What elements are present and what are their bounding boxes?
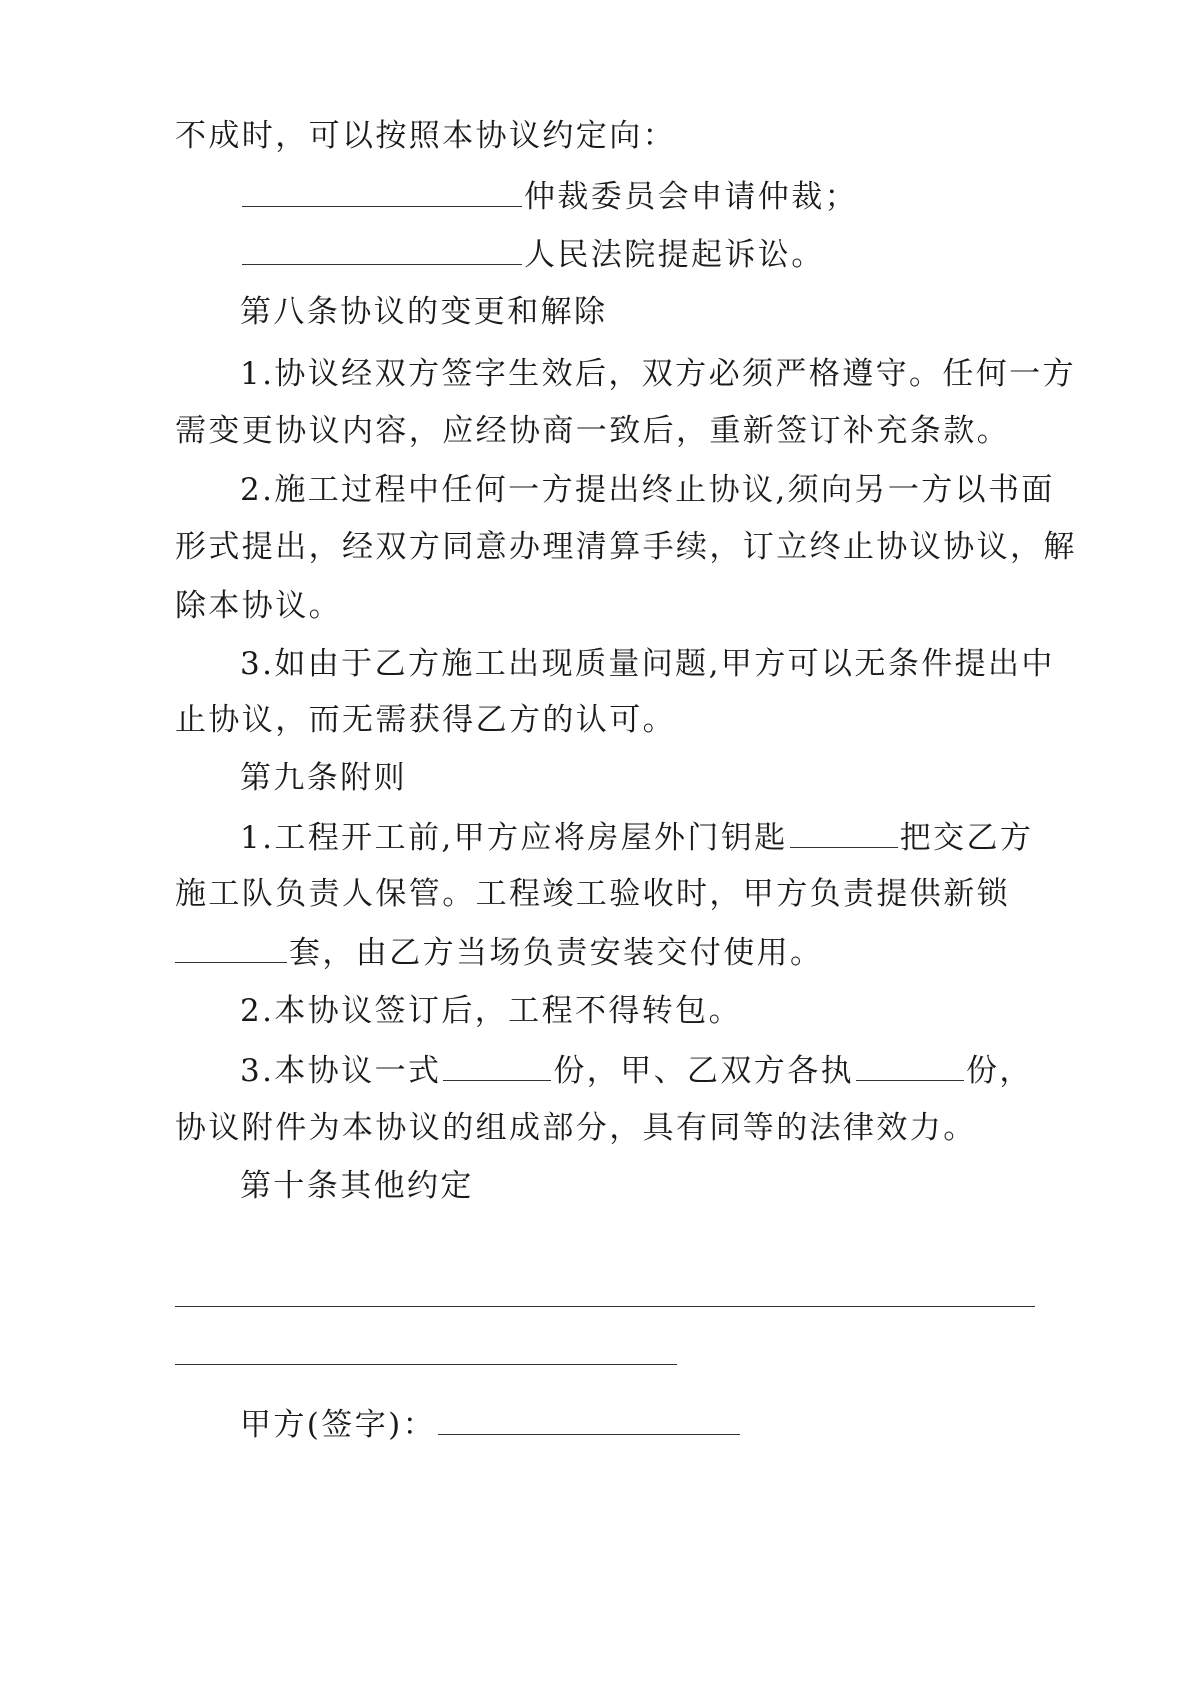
signature-blank[interactable] [438,1404,740,1435]
text-fragment: 人民法院提起诉讼。 [524,237,825,273]
text-line: 施工队负责人保管。工程竣工验收时，甲方负责提供新锁 [175,876,1010,912]
signature-label: 甲方(签字)： [240,1407,436,1443]
lock-line [175,932,823,972]
text-fragment: 把交乙方 [899,820,1034,856]
text-fragment: 套，由乙方当场负责安装交付使用。 [289,935,824,971]
text-fragment: 仲裁委员会申请仲裁； [524,179,858,215]
text-fragment: 3.本协议一式 [240,1053,442,1089]
text-line: 不成时，可以按照本协议约定向： [175,118,676,154]
party-a-signature-line [240,1404,742,1444]
court-line [240,234,825,274]
text-line: 形式提出，经双方同意办理清算手续，订立终止协议协议，解 [175,529,1077,565]
text-line: 1.协议经双方签字生效后，双方必须严格遵守。任何一方 [240,356,1076,392]
article-10-heading: 第十条其他约定 [240,1168,474,1204]
text-fragment: 份， [966,1053,1033,1089]
blank-field[interactable] [242,176,522,207]
text-line: 3.如由于乙方施工出现质量问题,甲方可以无条件提出中 [240,646,1055,682]
text-fragment: 份，甲、乙双方各执 [553,1053,854,1089]
text-fragment: 1.工程开工前,甲方应将房屋外门钥匙 [240,820,788,856]
blank-field[interactable] [242,234,522,265]
blank-field[interactable] [175,932,287,963]
blank-line-full[interactable] [175,1306,1035,1307]
text-line: 协议附件为本协议的组成部分，具有同等的法律效力。 [175,1110,977,1146]
blank-field[interactable] [790,817,898,848]
arbitration-line [240,176,858,216]
text-line: 需变更协议内容，应经协商一致后，重新签订补充条款。 [175,413,1010,449]
blank-field[interactable] [443,1050,551,1081]
key-line [240,817,1033,857]
article-9-heading: 第九条附则 [240,760,407,796]
text-line: 止协议，而无需获得乙方的认可。 [175,702,676,738]
blank-field[interactable] [856,1050,964,1081]
text-line: 除本协议。 [175,588,342,624]
text-line: 2.本协议签订后，工程不得转包。 [240,993,742,1029]
article-8-heading: 第八条协议的变更和解除 [240,294,608,330]
blank-line-partial[interactable] [175,1364,677,1365]
copies-line [240,1050,1033,1090]
text-line: 2.施工过程中任何一方提出终止协议,须向另一方以书面 [240,472,1055,508]
